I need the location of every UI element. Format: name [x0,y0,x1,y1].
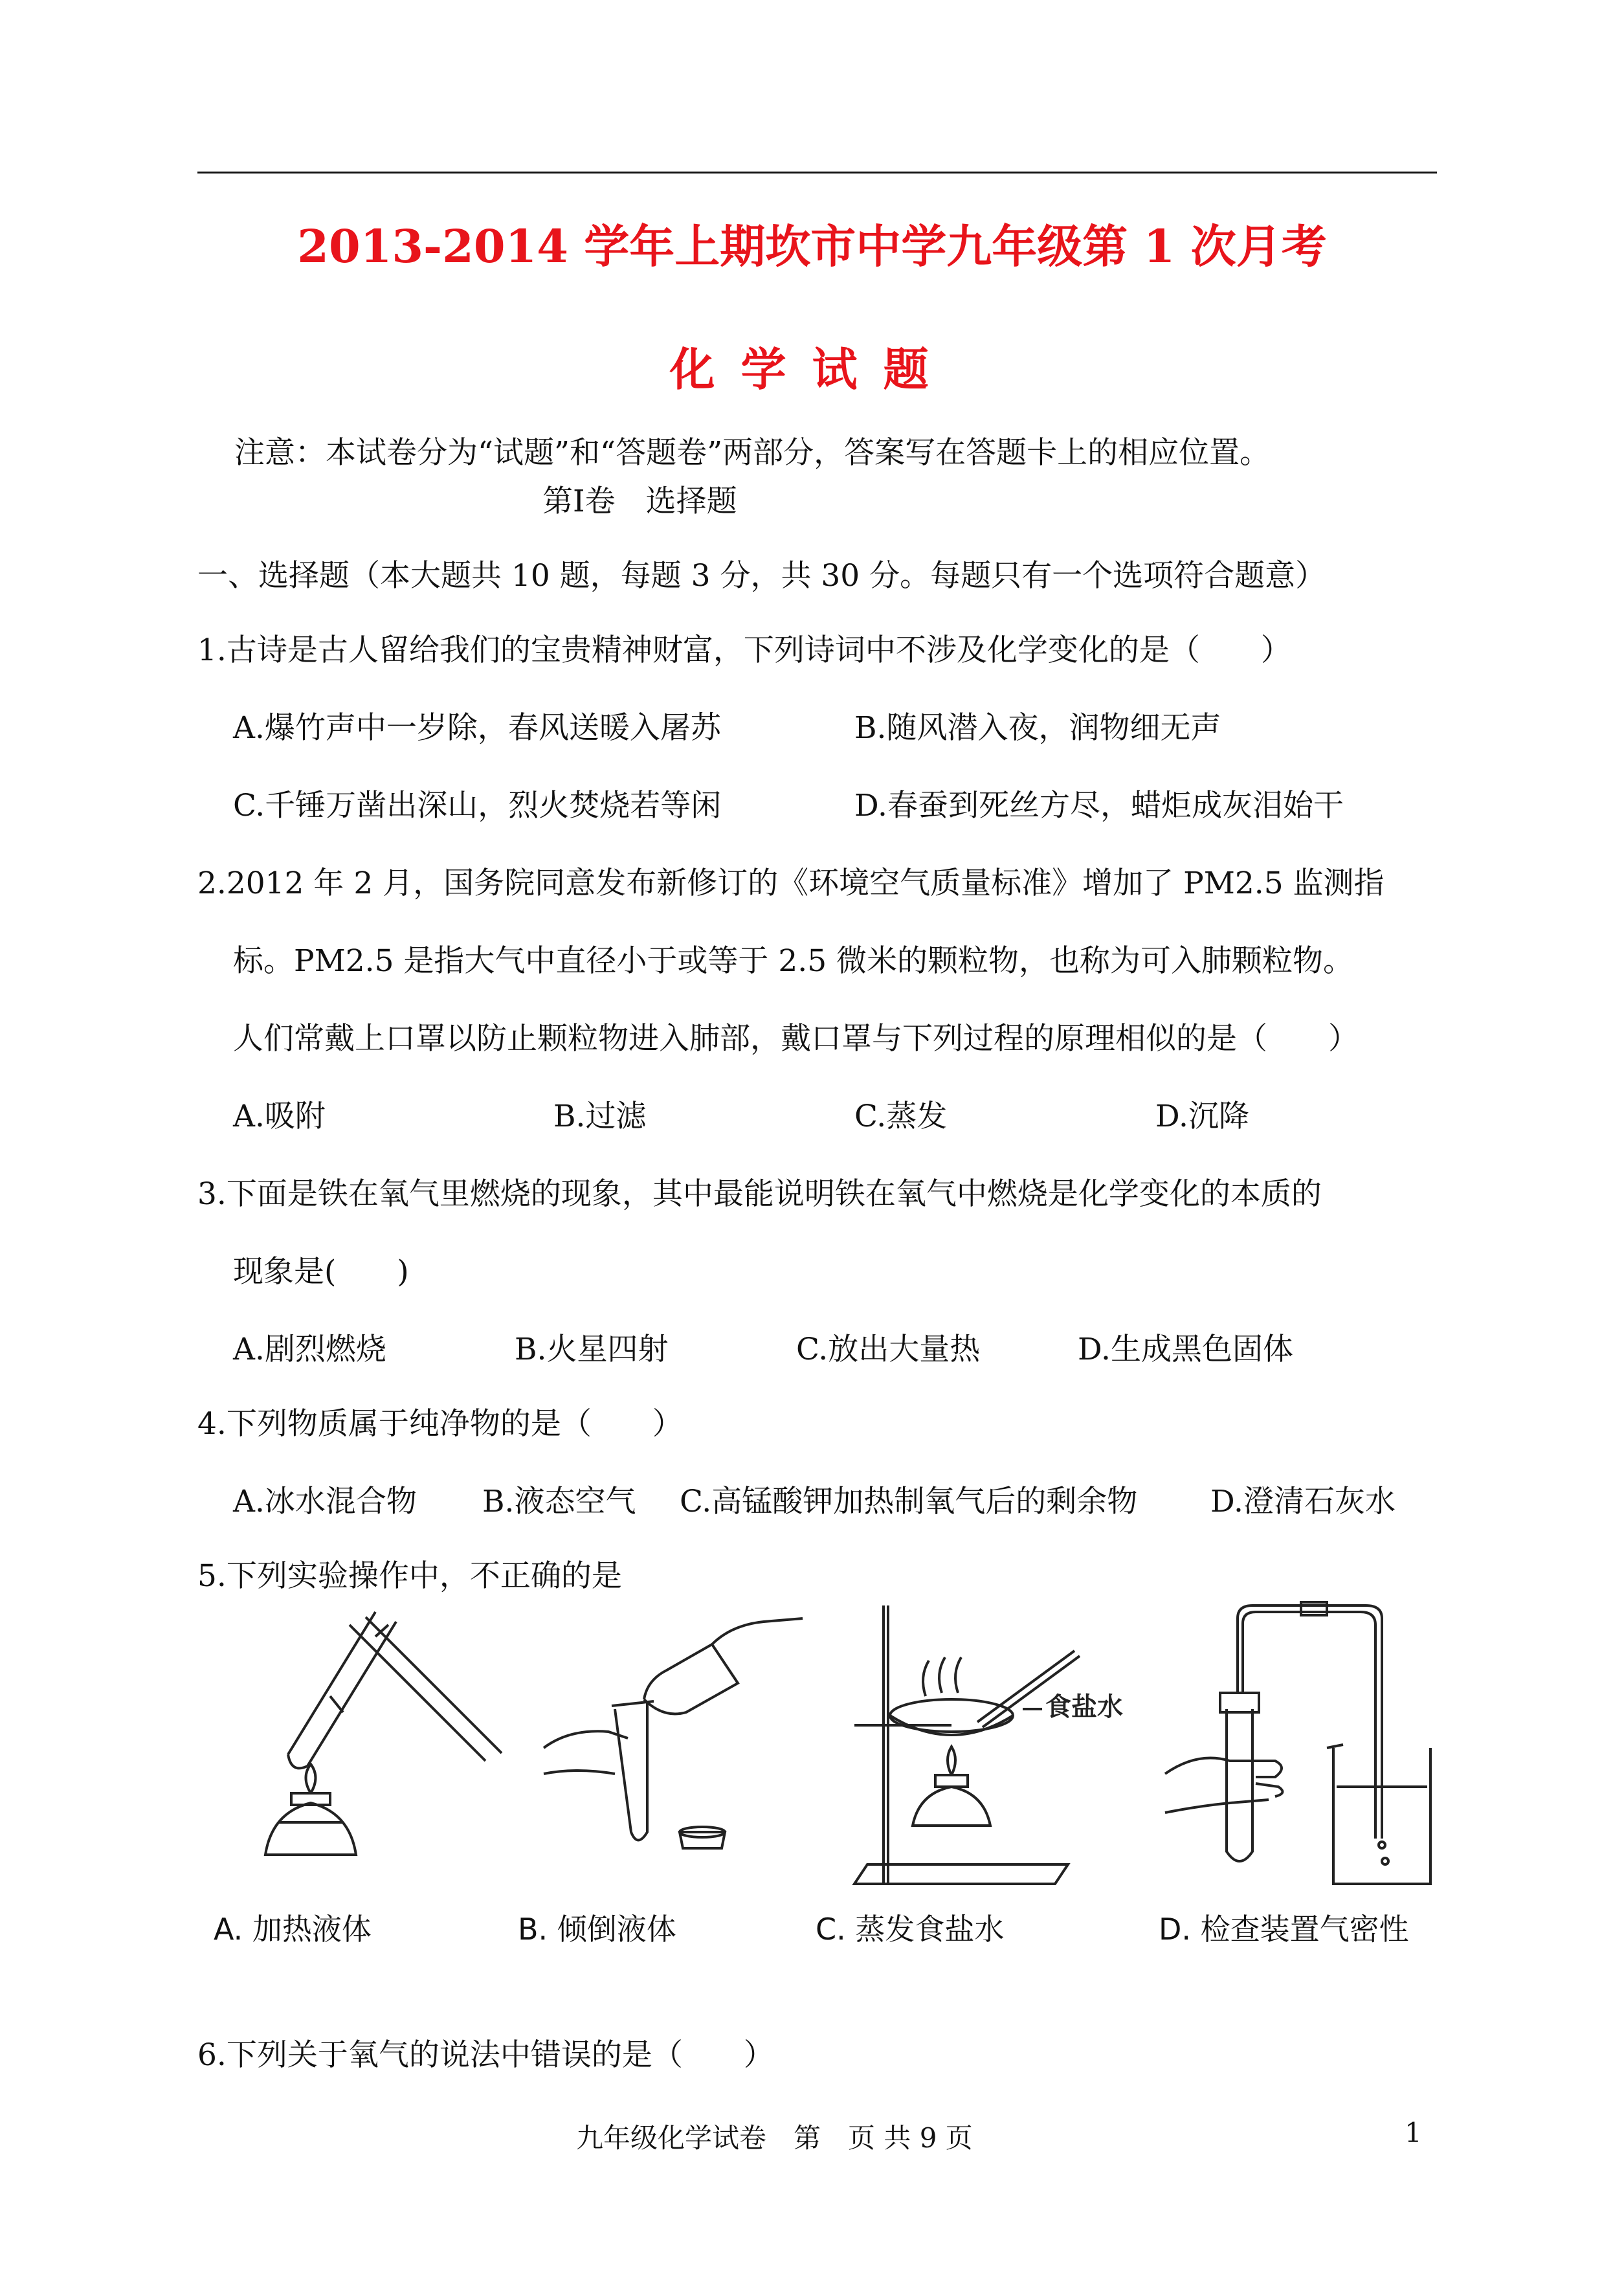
evaporation-illustration [816,1599,1152,1903]
exam-title: 2013-2014 学年上期坎市中学九年级第 1 次月考 [297,219,1327,273]
figure-c-caption: C. 蒸发食盐水 [816,1912,1005,1947]
header-rule [197,172,1437,173]
figure-a [214,1599,505,1949]
q1-option-b: B.随风潜入夜，润物细无声 [854,710,1221,746]
airtightness-illustration [1159,1599,1476,1903]
q2-option-b: B.过滤 [553,1099,647,1134]
q2-option-d: D.沉降 [1155,1099,1249,1134]
figure-c [816,1599,1152,1949]
q1-option-c: C.千锤万凿出深山，烈火焚烧若等闲 [233,788,722,823]
q4-option-b: B.液态空气 [482,1484,636,1519]
question-4-stem: 4.下列物质属于纯净物的是（ ） [197,1406,683,1442]
q2-option-a: A.吸附 [233,1099,326,1134]
salt-water-label: 食盐水 [1045,1693,1123,1721]
pouring-liquid-illustration [518,1599,809,1890]
q1-option-a: A.爆竹声中一岁除，春风送暖入屠苏 [233,710,721,746]
question-2-line-2: 标。PM2.5 是指大气中直径小于或等于 2.5 微米的颗粒物，也称为可入肺颗粒物。 [233,943,1354,979]
q3-option-a: A.剧烈燃烧 [233,1332,386,1367]
heating-liquid-illustration [214,1599,505,1890]
page-number: 1 [1405,2117,1422,2149]
question-1-stem: 1.古诗是古人留给我们的宝贵精神财富，下列诗词中不涉及化学变化的是（ ） [197,632,1291,668]
q3-option-b: B.火星四射 [515,1332,669,1367]
question-3-line-1: 3.下面是铁在氧气里燃烧的现象，其中最能说明铁在氧气中燃烧是化学变化的本质的 [197,1176,1322,1212]
question-2-line-3: 人们常戴上口罩以防止颗粒物进入肺部，戴口罩与下列过程的原理相似的是（ ） [233,1021,1359,1057]
q4-option-d: D.澄清石灰水 [1210,1484,1396,1519]
lab-operations-figure [214,1599,1476,1949]
q4-option-a: A.冰水混合物 [233,1484,417,1519]
q4-option-c: C.高锰酸钾加热制氧气后的剩余物 [680,1484,1138,1519]
figure-d [1159,1599,1476,1949]
question-5-stem: 5.下列实验操作中，不正确的是 [197,1558,622,1594]
notice: 注意：本试卷分为“试题”和“答题卷”两部分，答案写在答题卡上的相应位置。 [234,435,1271,471]
q1-option-d: D.春蚕到死丝方尽，蜡炬成灰泪始干 [854,788,1344,823]
section-heading: 一、选择题（本大题共 10 题，每题 3 分，共 30 分。每题只有一个选项符合题意） [197,558,1326,594]
q3-option-c: C.放出大量热 [796,1332,981,1367]
figure-a-caption: A. 加热液体 [214,1912,372,1947]
question-6-stem: 6.下列关于氧气的说法中错误的是（ ） [197,2037,774,2073]
figure-b-caption: B. 倾倒液体 [518,1912,676,1947]
figure-b [518,1599,809,1949]
volume-heading: 第Ⅰ卷 选择题 [542,484,737,519]
page-footer: 九年级化学试卷 第 页 共 9 页 [576,2122,973,2154]
question-3-line-2: 现象是( ) [233,1254,409,1290]
question-2-line-1: 2.2012 年 2 月，国务院同意发布新修订的《环境空气质量标准》增加了 PM2.5 监测指 [197,866,1385,901]
subject-title: 化学试题 [669,342,955,396]
figure-d-caption: D. 检查装置气密性 [1159,1912,1409,1947]
q3-option-d: D.生成黑色固体 [1078,1332,1293,1367]
q2-option-c: C.蒸发 [854,1099,948,1134]
